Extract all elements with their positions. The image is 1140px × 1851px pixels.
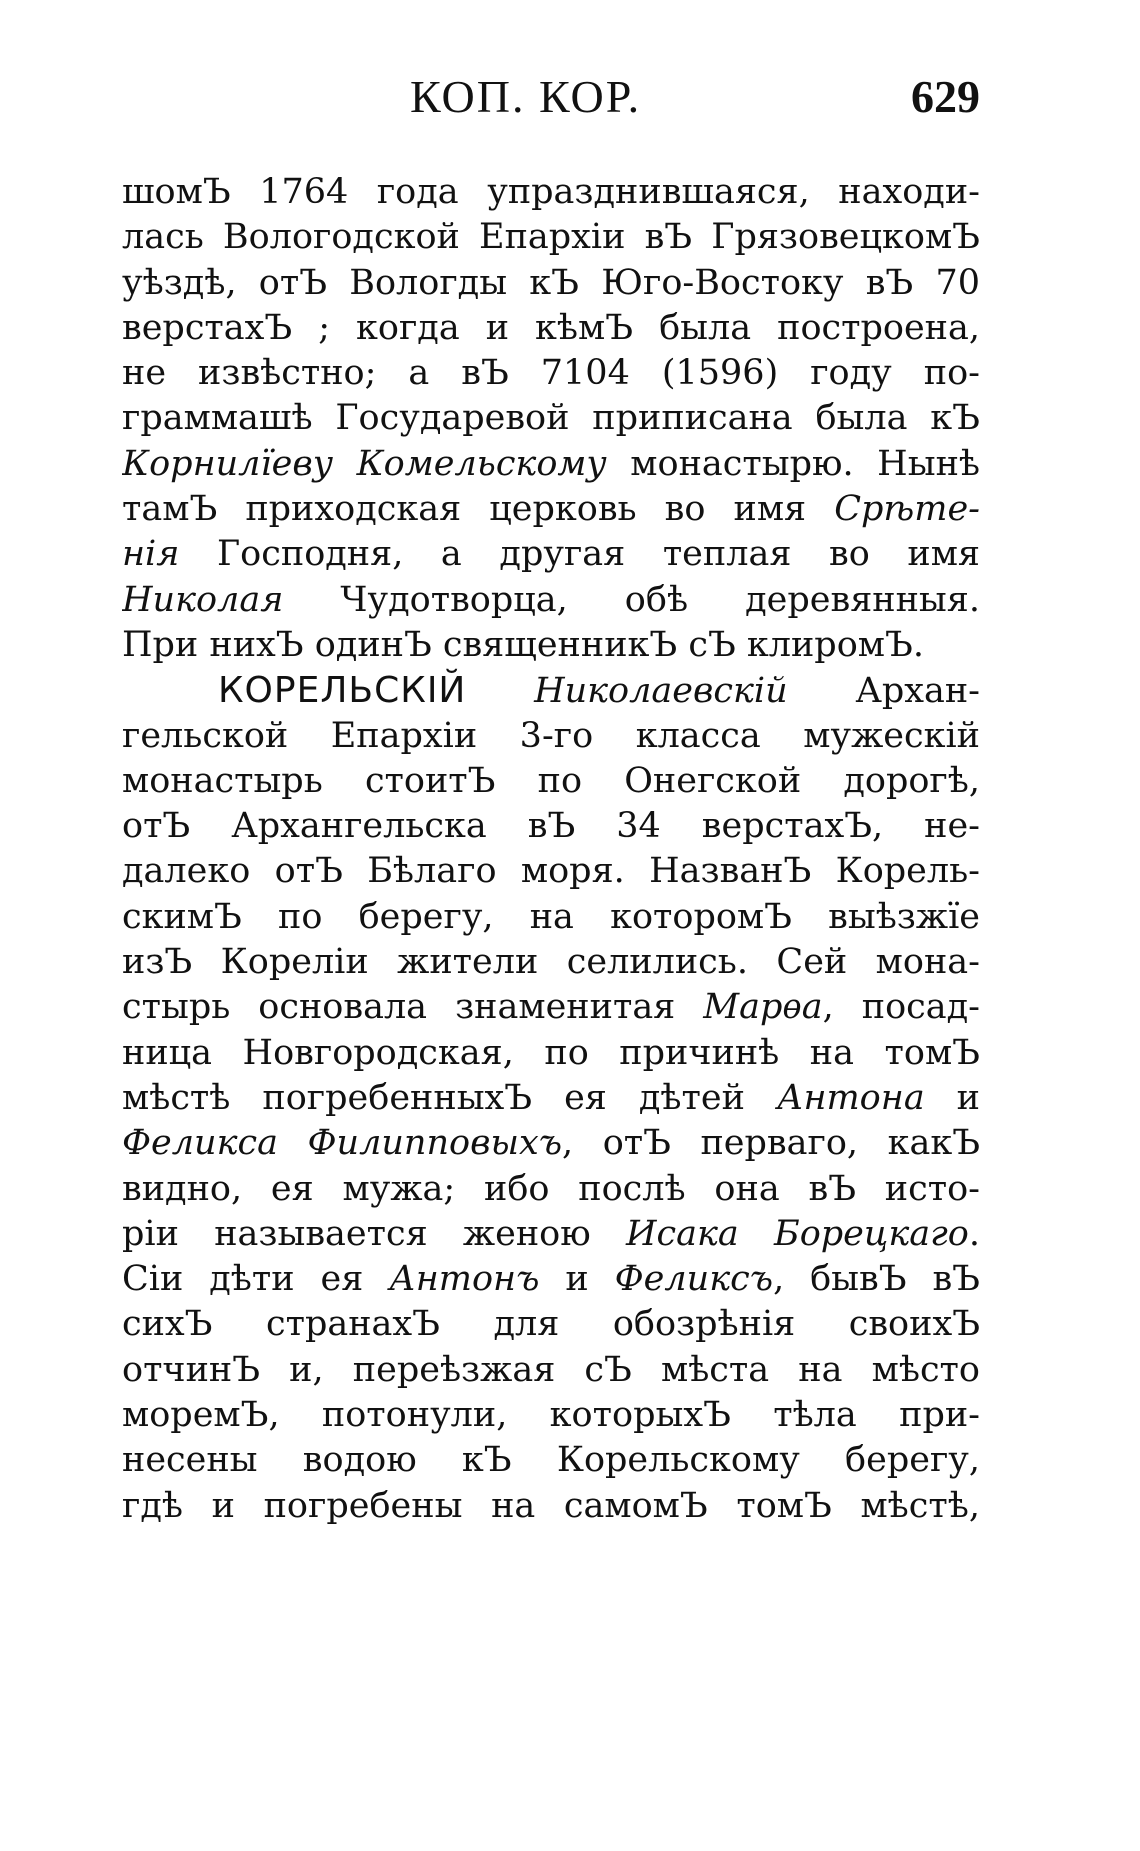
text-line: мѣстѣ погребенныхЪ ея дѣтей Антона и xyxy=(122,1077,980,1118)
text-line: верстахЪ ; когда и кѣмЪ была построена, xyxy=(122,307,980,348)
italic-name: Корнилїеву Комельскому xyxy=(122,443,607,484)
text-line: несены водою кЪ Корельскому берегу, xyxy=(122,1440,980,1481)
text-line: отЪ Архангельска вЪ 34 верстахЪ, не- xyxy=(122,806,980,847)
text-line: Корнилїеву Комельскому монастырю. Нынѣ xyxy=(122,443,980,484)
text-line: гдѣ и погребены на самомЪ томЪ мѣстѣ, xyxy=(122,1485,980,1526)
italic-name: Феликсъ xyxy=(614,1259,774,1300)
italic-name: Исака Борецкаго xyxy=(625,1213,969,1254)
italic-name: Николая xyxy=(122,579,284,620)
text-line: граммашѣ Государевой приписана была кЪ xyxy=(122,398,980,439)
text-line: сихЪ странахЪ для обозрѣнія своихЪ xyxy=(122,1304,980,1345)
italic-name: Феликса Филипповыхъ xyxy=(122,1123,563,1164)
text-line: далеко отЪ Бѣлаго моря. НазванЪ Корель- xyxy=(122,851,980,892)
text-line: гельской Епархіи 3-го класса мужескій xyxy=(122,715,980,756)
text-line: Сіи дѣти ея Антонъ и Феликсъ, бывЪ вЪ xyxy=(122,1259,980,1300)
text-line: ріи называется женою Исака Борецкаго. xyxy=(122,1213,980,1254)
text-line: тамЪ приходская церковь во имя Срѣте- xyxy=(122,489,980,530)
text-line: нія Господня, а другая теплая во имя xyxy=(122,534,980,575)
text-line: стырь основала знаменитая Марѳа, посад- xyxy=(122,987,980,1028)
entry-heading: КОРЕЛЬСКІЙ xyxy=(218,670,467,712)
italic-name: Антонъ xyxy=(389,1259,540,1300)
text-line: отчинЪ и, переѣзжая сЪ мѣста на мѣсто xyxy=(122,1349,980,1390)
text-line: Николая Чудотворца, обѣ деревянныя. xyxy=(122,579,980,620)
italic-name: Срѣте- xyxy=(834,489,980,530)
text-line: лась Вологодской Епархіи вЪ ГрязовецкомЪ xyxy=(122,217,980,258)
text-line: При нихЪ одинЪ священникЪ сЪ клиромЪ. xyxy=(122,624,924,665)
text-line: Феликса Филипповыхъ, отЪ перваго, какЪ xyxy=(122,1123,980,1164)
body-text xyxy=(122,170,980,1529)
text-line: видно, ея мужа; ибо послѣ она вЪ исто- xyxy=(122,1168,980,1209)
italic-name: нія xyxy=(122,534,180,575)
italic-name: Антона xyxy=(776,1077,925,1118)
text-line: шомЪ 1764 года упразднившаяся, находи- xyxy=(122,172,980,212)
italic-name: Николаевскій xyxy=(534,671,788,712)
text-line: уѣздѣ, отЪ Вологды кЪ Юго-Востоку вЪ 70 xyxy=(122,262,980,303)
text-line: ница Новгородская, по причинѣ на томЪ xyxy=(122,1032,980,1073)
text-line: изЪ Кореліи жители селились. Сей мона- xyxy=(122,942,980,983)
text-line: не извѣстно; а вЪ 7104 (1596) году по- xyxy=(122,353,980,394)
text-line: моремЪ, потонули, которыхЪ тѣла при- xyxy=(122,1395,980,1436)
running-head: КОП. КОР. xyxy=(410,71,642,122)
italic-name: Марѳа xyxy=(703,987,823,1028)
entry-heading-line: КОРЕЛЬСКІЙ Николаевскій Архан- xyxy=(218,670,980,712)
page-header xyxy=(122,70,980,130)
page-number: 629 xyxy=(911,71,980,122)
text-line: скимЪ по берегу, на которомЪ выѣзжїе xyxy=(122,896,980,937)
text-line: монастырь стоитЪ по Онегской дорогѣ, xyxy=(122,760,980,801)
